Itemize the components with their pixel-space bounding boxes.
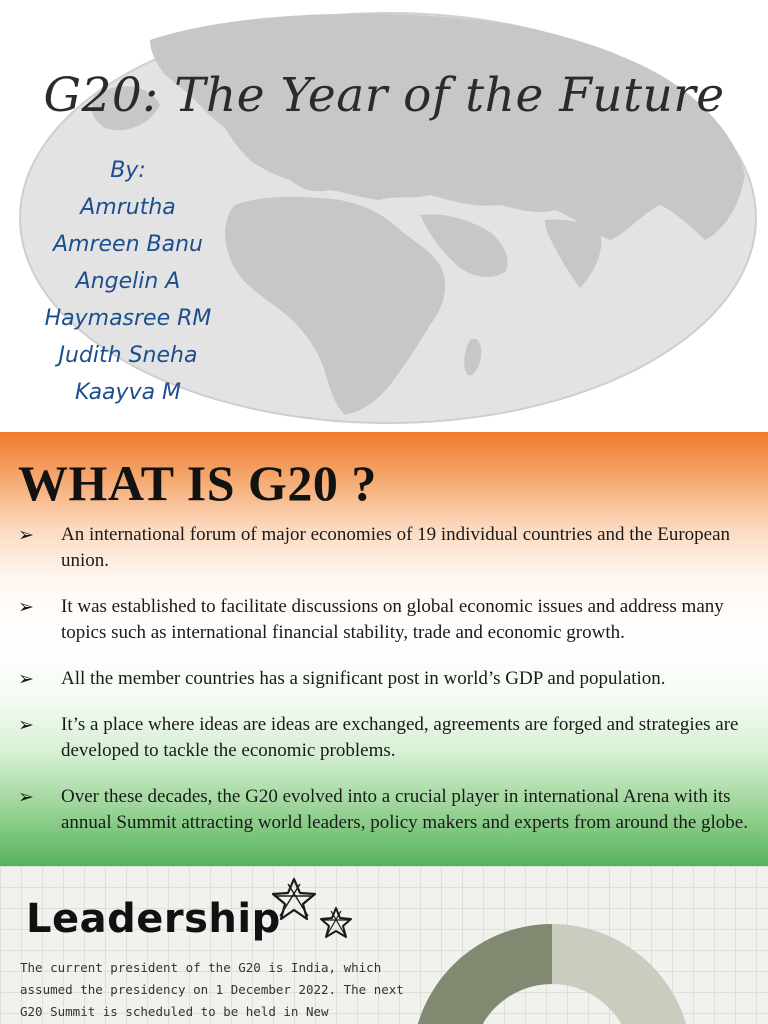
author-name: Angelin A (75, 269, 181, 294)
donut-chart (412, 924, 692, 1024)
donut-segment-dark (412, 924, 552, 1024)
list-item (18, 594, 753, 646)
bullet-text: Over these decades, the G20 evolved into a crucial player in international Arena with its annual Summit attracting world leaders, policy makers and experts from around the globe. (61, 786, 748, 833)
author-name: Amreen Banu (53, 232, 203, 257)
list-item (18, 784, 753, 836)
list-item (18, 712, 753, 764)
slide-leadership (0, 866, 768, 1024)
leadership-paragraph: The current president of the G20 is India, which assumed the presidency on 1 December 2022. The next G20 Summit is scheduled to be held in New (20, 960, 404, 1019)
star-doodle-icon (270, 876, 318, 922)
donut-segment-light (552, 924, 692, 1024)
bullet-list (18, 522, 753, 856)
arrow-bullet-icon: ➢ (18, 596, 34, 618)
author-name: Amrutha (80, 195, 176, 220)
bullet-text: All the member countries has a significant post in world’s GDP and population. (61, 668, 666, 689)
list-item (18, 522, 753, 574)
by-label: By: (110, 158, 146, 183)
arrow-bullet-icon: ➢ (18, 786, 34, 808)
slide-heading: WHAT IS G20 ? (18, 455, 377, 511)
slide-what-is-g20 (0, 432, 768, 866)
author-list (18, 152, 238, 411)
bullet-text: It’s a place where ideas are ideas are exchanged, agreements are forged and strategies are developed to tackle the economic problems. (61, 714, 739, 761)
arrow-bullet-icon: ➢ (18, 714, 34, 736)
author-name: Kaayva M (74, 380, 182, 405)
presentation-title: G20: The Year of the Future (43, 68, 725, 123)
arrow-bullet-icon: ➢ (18, 524, 34, 546)
slide-heading: Leadership (26, 896, 281, 942)
author-name: Haymasree RM (44, 306, 212, 331)
list-item (18, 666, 753, 692)
bullet-text: It was established to facilitate discussions on global economic issues and address many topics such as international financial stability, trade and economic growth. (61, 596, 724, 643)
bullet-text: An international forum of major economies of 19 individual countries and the European union. (61, 524, 731, 571)
author-name: Judith Sneha (58, 343, 198, 368)
slide-title (0, 0, 768, 432)
arrow-bullet-icon: ➢ (18, 668, 34, 690)
star-doodle-icon (318, 906, 354, 940)
